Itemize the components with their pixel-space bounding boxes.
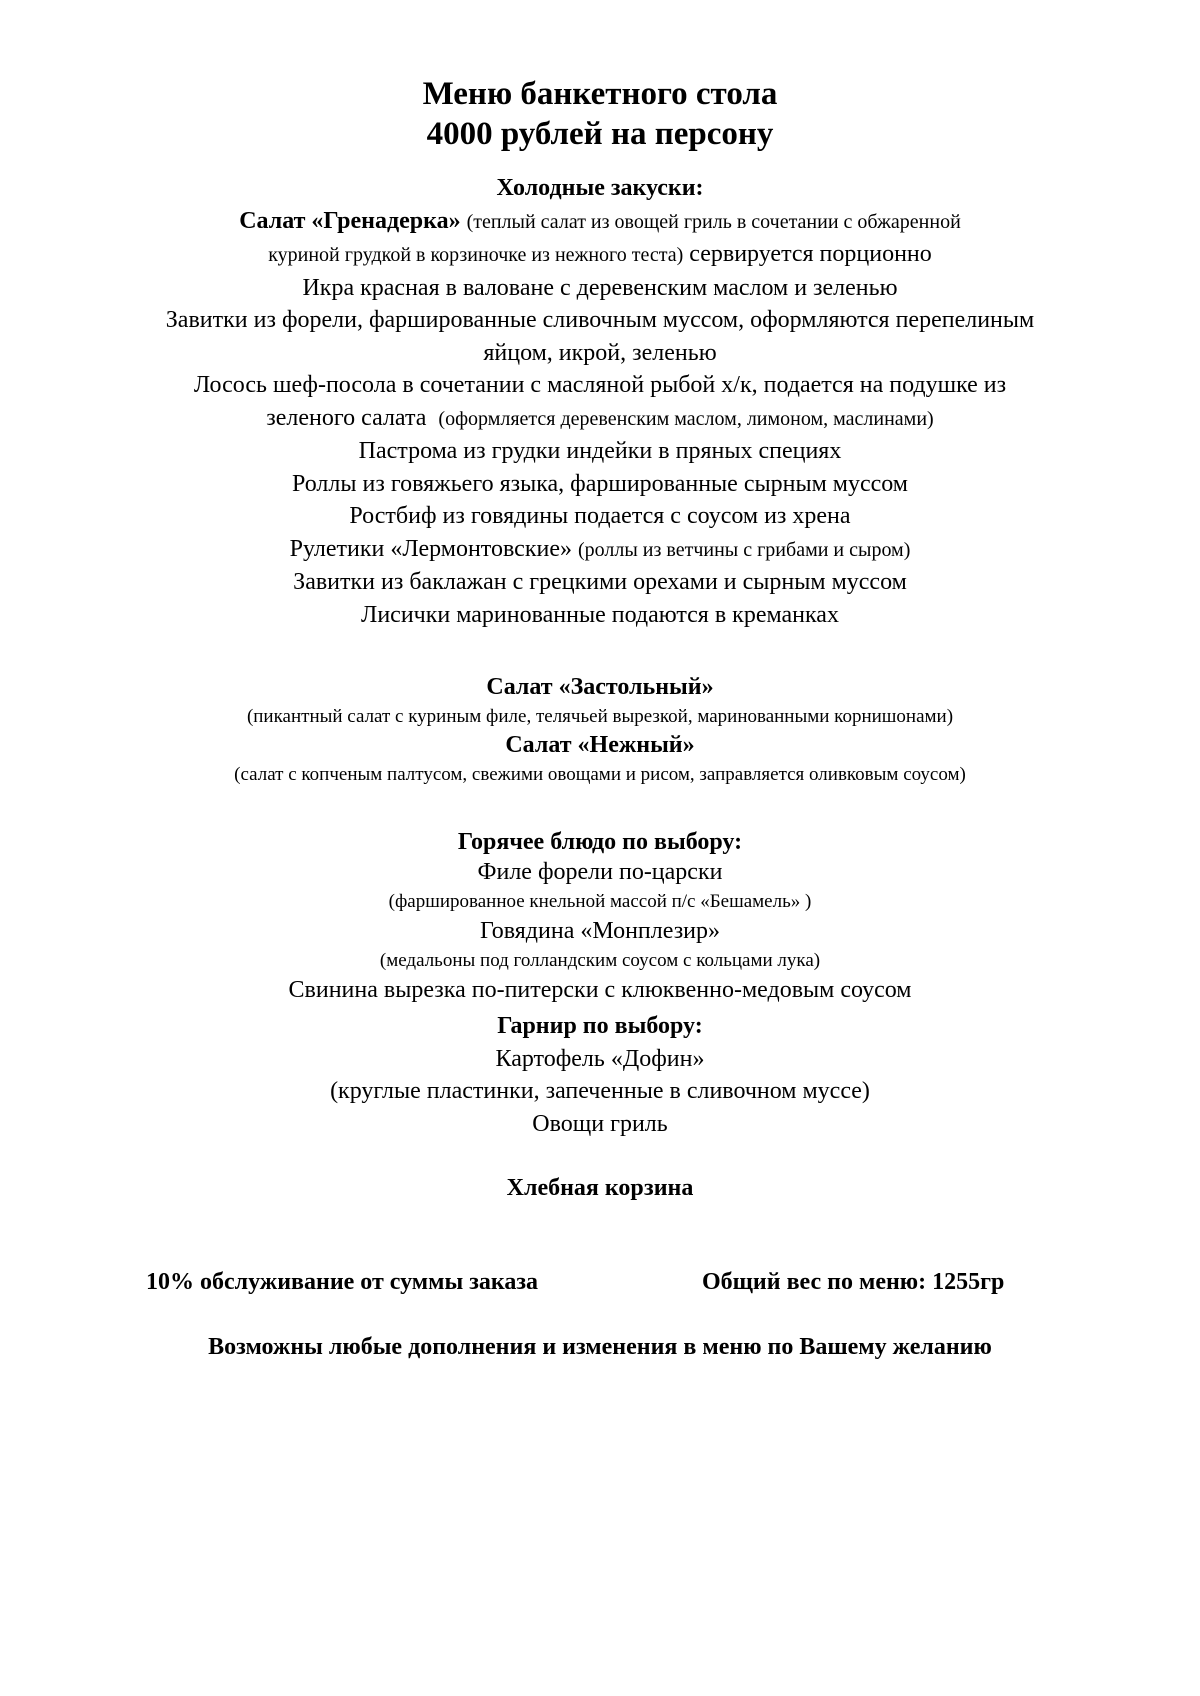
menu-item [60,205,1140,239]
item-note: (оформляется деревенским маслом, лимоном, маслинами) [438,407,934,430]
cold-appetizers-section [60,172,1140,631]
menu-item-continued [60,238,1140,272]
dish-name: Говядина «Монплезир» [479,918,721,944]
menu-item: Завитки из форели, фаршированные сливочным муссом, оформляются перепелиным [165,307,1035,333]
menu-item: Роллы из говяжьего языка, фаршированные сырным муссом [292,470,908,497]
dish-description: (фаршированное кнельной массой п/с «Бешамель» ) [388,891,812,912]
item-text: зеленого салата [266,404,427,431]
menu-item: Ростбиф из говядины подается с соусом из хрена [349,503,851,529]
item-name: Салат «Гренадерка» [239,207,461,234]
page-title [0,74,1200,154]
cold-appetizers-heading: Холодные закуски: [496,175,704,201]
dish-name: Филе форели по-царски [477,859,723,885]
footer-note: Возможны любые дополнения и изменения в меню по Вашему желанию [208,1334,992,1360]
service-charge: 10% обслуживание от суммы заказа [146,1269,538,1295]
title-line-1: Меню банкетного стола [422,76,778,112]
salads-section [60,673,1140,789]
hot-dishes-section [60,827,1140,1005]
item-serving: сервируется порционно [689,241,932,267]
salad-description: (пикантный салат с куриным филе, телячьей вырезкой, маринованными корнишонами) [246,706,954,727]
item-note: (роллы из ветчины с грибами и сыром) [577,538,911,561]
bread-basket: Хлебная корзина [506,1175,694,1201]
item-description: (теплый салат из овощей гриль в сочетании с обжаренной [466,210,961,233]
salad-name: Салат «Застольный» [486,674,714,700]
dish-name: Свинина вырезка по-питерски с клюквенно-медовым соусом [288,977,912,1003]
garnish-description: (круглые пластинки, запеченные в сливочном муссе) [330,1078,870,1104]
menu-item: Завитки из баклажан с грецкими орехами и сырным муссом [293,569,907,595]
title-line-2: 4000 рублей на персону [426,116,774,152]
total-weight: Общий вес по меню: 1255гр [702,1269,1005,1295]
garnish-option: Картофель «Дофин» [495,1045,705,1072]
hot-dishes-heading: Горячее блюдо по выбору: [457,829,743,855]
garnish-section [60,1010,1140,1140]
menu-item [60,533,1140,567]
menu-item: Лосось шеф-посола в сочетании с масляной рыбой х/к, подается на подушке из [193,372,1007,398]
garnish-heading: Гарнир по выбору: [497,1013,703,1039]
item-description: куриной грудкой в корзиночке из нежного теста) [268,244,684,266]
menu-item-continued: яйцом, икрой, зеленью [483,339,717,366]
menu-item: Икра красная в валоване с деревенским маслом и зеленью [302,274,898,301]
salad-description: (салат с копченым палтусом, свежими овощами и рисом, заправляется оливковым соусом) [234,764,966,785]
garnish-option: Овощи гриль [532,1110,668,1137]
dish-description: (медальоны под голландским соусом с кольцами лука) [379,950,821,971]
item-name: Рулетики «Лермонтовские» [289,535,572,562]
menu-item: Лисички маринованные подаются в креманках [361,601,839,628]
menu-item-continued [60,402,1140,436]
menu-item: Пастрома из грудки индейки в пряных специях [358,438,842,464]
salad-name: Салат «Нежный» [505,732,695,758]
bread-section [60,1172,1140,1205]
